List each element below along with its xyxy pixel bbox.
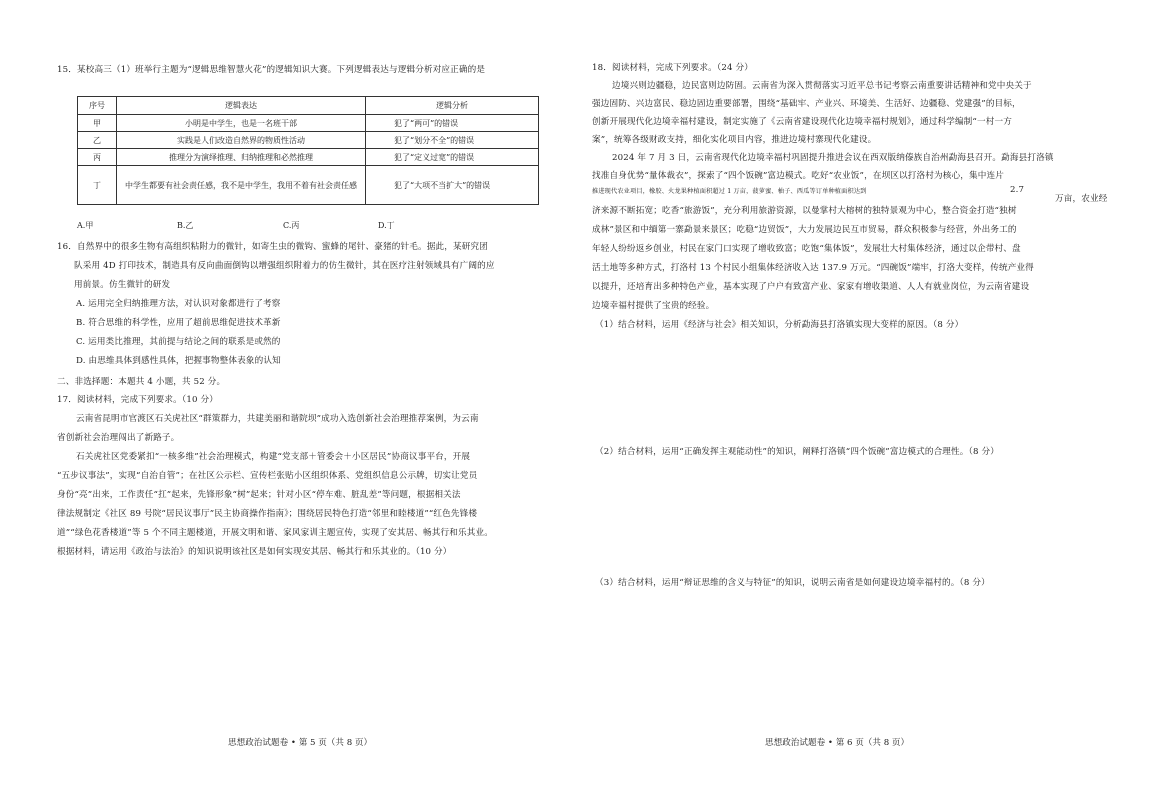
- row-num: 乙: [78, 132, 117, 149]
- q15-option-c: C.丙: [283, 221, 300, 230]
- q18-para2-line8: 以提升，还培育出多种特色产业，基本实现了户户有致富产业、家家有增收渠道、人人有就业岗位，为云南省建设: [592, 282, 1030, 292]
- q18-subquestion-2: （2）结合材料，运用“正确发挥主观能动性”的知识，阐释打洛镇“四个饭碗”富边模式的合理性。（8 分）: [595, 447, 999, 457]
- row-expr: 推理分为演绎推理、归纳推理和必然推理: [117, 149, 366, 166]
- q17-para1-line2: 省创新社会治理闯出了新路子。: [57, 433, 180, 443]
- q17-para2-line1: 石关虎社区党委紧扣“一核多维”社会治理模式，构建“党支部＋管委会＋小区居民”协商议事平台，开展: [76, 452, 471, 462]
- q16-option-c: C. 运用类比推理，其前提与结论之间的联系是或然的: [76, 337, 281, 347]
- row-ana: 犯了“大项不当扩大”的错误: [366, 166, 539, 205]
- exam-page-5: [0, 0, 580, 800]
- q17-para1-line1: 云南省昆明市官渡区石关虎社区“群策群力，共建美丽和谐院坝”成功入选创新社会治理推荐案例，为云南: [76, 414, 479, 424]
- q17-para2-line2: “五步议事法”，实现“自治自管”；在社区公示栏、宣传栏张贴小区组织体系、党组织信息公示牌，切实让党员: [57, 471, 478, 481]
- q17-para2-line5: 道”“绿色花香楼道”等 5 个不同主题楼道，开展文明和谐、家风家训主题宣传，实现了安其居、畅其行和乐其业。: [57, 528, 493, 538]
- exam-page-6: [582, 0, 1163, 800]
- q18-subquestion-3: （3）结合材料，运用“辩证思维的含义与特征”的知识，说明云南省是如何建设边境幸福村的。（8 分）: [595, 578, 990, 588]
- row-expr: 中学生都要有社会责任感，我不是中学生，我用不着有社会责任感: [117, 166, 366, 205]
- q16-stem-line2: 队采用 4D 打印技术，制造具有反向曲面倒钩以增强组织附着力的仿生微针，其在医疗注射领域具有广阔的应: [74, 261, 495, 271]
- q15-option-a: A.甲: [77, 221, 94, 230]
- table-row: [78, 132, 539, 149]
- q17-para2-line3: 身份“亮”出来，工作责任“扛”起来，先锋形象“树”起来；针对小区“停车难、脏乱差”等问题，根据相关法: [57, 490, 461, 500]
- q18-para2-line6: 年轻人纷纷返乡创业，村民在家门口实现了增收致富；吃饱“集体饭”，发展壮大村集体经济，通过以企带村、盘: [592, 244, 1021, 254]
- q18-para1-line1: 边境兴则边疆稳，边民富则边防固。云南省为深入贯彻落实习近平总书记考察云南重要讲话精神和党中央关于: [612, 81, 1032, 91]
- q18-para2-line1: 2024 年 7 月 3 日，云南省现代化边境幸福村巩固提升推进会议在西双版纳傣族自治州勐海县召开。勐海县打洛镇: [612, 153, 1054, 163]
- page-footer-6: 思想政治试题卷 • 第 6 页（共 8 页）: [765, 738, 910, 748]
- q16-option-a: A. 运用完全归纳推理方法，对认识对象都进行了考察: [76, 299, 281, 309]
- header-num: 序号: [78, 97, 117, 115]
- table-header-row: [78, 97, 539, 115]
- q18-para2-line3: 推进现代农业项目，橡胶、火龙果种植面积超过 1 万亩，菠萝蜜、柚子、西瓜等订单种植面积达到: [592, 188, 867, 195]
- logic-table: [77, 96, 539, 205]
- q18-para2-number: 2.7: [1010, 185, 1025, 195]
- row-expr: 实践是人们改造自然界的物质性活动: [117, 132, 366, 149]
- page-footer-5: 思想政治试题卷 • 第 5 页（共 8 页）: [228, 738, 373, 748]
- row-num: 甲: [78, 115, 117, 132]
- q18-para2-line2: 找准自身优势“量体裁衣”，探索了“四个饭碗”富边模式。吃好“农业饭”，在坝区以打洛村为核心，集中连片: [592, 171, 1004, 181]
- q18-para1-line4: 案”，统筹各级财政支持，细化实化项目内容，推进边境村寨现代化建设。: [592, 135, 877, 145]
- table-row: [78, 149, 539, 166]
- row-ana: 犯了“定义过宽”的错误: [366, 149, 539, 166]
- q18-heading: 18．阅读材料，完成下列要求。（24 分）: [592, 63, 753, 73]
- q18-para2-line9: 边境幸福村提供了宝贵的经验。: [592, 301, 715, 311]
- q18-para1-line2: 强边固防、兴边富民、稳边固边重要部署，围绕“基础牢、产业兴、环境美、生活好、边疆稳、党建强”的目标，: [592, 99, 1021, 109]
- q17-heading: 17．阅读材料，完成下列要求。（10 分）: [57, 395, 218, 405]
- q16-option-d: D. 由思维具体到感性具体，把握事物整体表象的认知: [76, 356, 281, 366]
- q18-para2-line7: 活土地等多种方式，打洛村 13 个村民小组集体经济收入达 137.9 万元。“四碗饭”端牢，打洛大变样，传统产业得: [592, 263, 1034, 273]
- section-heading: 二、非选择题：本题共 4 小题，共 52 分。: [57, 377, 226, 387]
- row-ana: 犯了“划分不全”的错误: [366, 132, 539, 149]
- q17-question: 根据材料，请运用《政治与法治》的知识说明该社区是如何实现安其居、畅其行和乐其业的。（10 分）: [57, 547, 452, 557]
- q16-stem-line3: 用前景。仿生微针的研发: [74, 280, 171, 290]
- table-row: [78, 166, 539, 205]
- q17-para2-line4: 律法规制定《社区 89 号院“居民议事厅”民主协商操作指南》；围绕居民特色打造“邻里和睦楼道”“红色先锋楼: [57, 509, 478, 519]
- row-expr: 小明是中学生，也是一名班干部: [117, 115, 366, 132]
- q18-para2-line3-tail: 万亩，农业经: [1055, 194, 1108, 204]
- header-expr: 逻辑表达: [117, 97, 366, 115]
- row-ana: 犯了“两可”的错误: [366, 115, 539, 132]
- q16-stem-line1: 16．自然界中的很多生物有高组织粘附力的微针，如寄生虫的微钩、蜜蜂的尾针、豪猪的针毛。据此，某研究团: [57, 242, 488, 252]
- q18-para2-line4: 济来源不断拓宽；吃香“旅游饭”，充分利用旅游资源，以曼掌村大榕树的独特景观为中心，整合资金打造“独树: [592, 206, 1017, 216]
- q15-stem: 15．某校高三（1）班举行主题为“逻辑思维智慧火花”的逻辑知识大赛。下列逻辑表达与逻辑分析对应正确的是: [57, 65, 486, 75]
- row-num: 丁: [78, 166, 117, 205]
- q18-para2-line5: 成林”景区和中缅第一寨勐景来景区；吃稳“边贸饭”，大力发展边民互市贸易，群众积极参与经营，外出务工的: [592, 225, 1017, 235]
- q18-para1-line3: 创新开展现代化边境幸福村建设，制定实施了《云南省建设现代化边境幸福村规划》，通过科学编制“一村一方: [592, 117, 1012, 127]
- q15-option-b: B.乙: [177, 221, 194, 230]
- table-row: [78, 115, 539, 132]
- q16-option-b: B. 符合思维的科学性，应用了超前思维促进技术革新: [76, 318, 281, 328]
- header-ana: 逻辑分析: [366, 97, 539, 115]
- row-num: 丙: [78, 149, 117, 166]
- q15-option-d: D.丁: [378, 221, 395, 230]
- q18-subquestion-1: （1）结合材料，运用《经济与社会》相关知识，分析勐海县打洛镇实现大变样的原因。（8 分）: [595, 320, 964, 330]
